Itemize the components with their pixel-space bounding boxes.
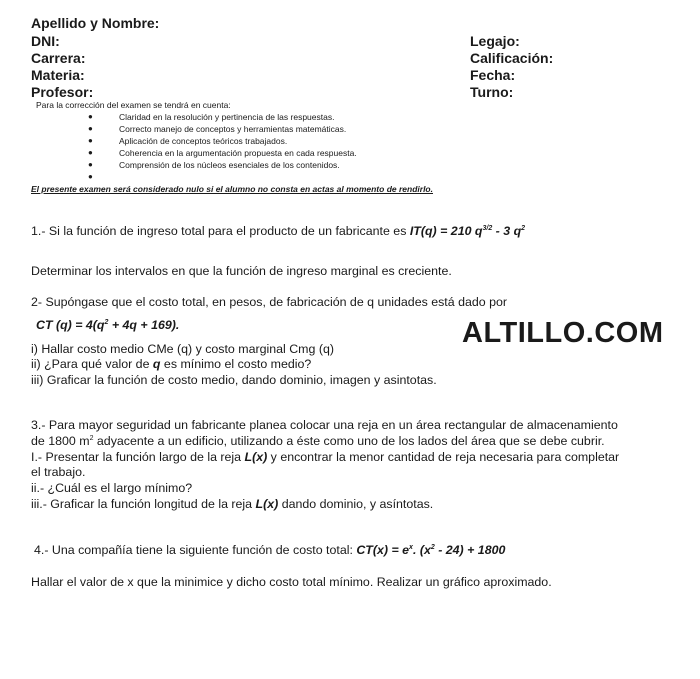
q2-item-iii: iii) Graficar la función de costo medio, dando dominio, imagen y asintotas. xyxy=(31,373,437,387)
q4-instruction: Hallar el valor de x que la minimice y dicho costo total mínimo. Realizar un gráfico aproximado. xyxy=(31,575,552,589)
criteria-item: Aplicación de conceptos teóricos trabajados. xyxy=(119,136,288,146)
watermark-logo: ALTILLO.COM xyxy=(462,317,664,349)
fecha-label: Fecha: xyxy=(470,67,516,83)
criteria-intro: Para la corrección del examen se tendrá en cuenta: xyxy=(36,100,231,110)
bullet-icon: ● xyxy=(88,136,93,145)
question-2: 2- Supóngase que el costo total, en pesos, de fabricación de q unidades está dado por xyxy=(31,295,507,309)
q2-equation: CT $(q) = 4(q^2 + 4q + 169)$. xyxy=(36,318,180,332)
bullet-icon: ● xyxy=(88,112,93,121)
question-3-line2: de 1800 $m^2$ adyacente a un edificio, utilizando a éste como uno de los lados del área que se debe cubrir. xyxy=(31,434,605,448)
bullet-icon: ● xyxy=(88,160,93,169)
criteria-item: Claridad en la resolución y pertinencia de las respuestas. xyxy=(119,112,335,122)
question-4: 4.- Una compañía tiene la siguiente función de costo total: $CT(x) = e^x$. $(x^2 - 24) + 1800$ xyxy=(34,543,506,557)
q4-equation: $CT(x) = e^x$. $(x^2 - 24) + 1800$ xyxy=(356,543,506,557)
q1-text: 1.- Si la función de ingreso total para el producto de un fabricante es xyxy=(31,224,410,238)
dni-label: DNI: xyxy=(31,33,60,49)
bullet-icon: ● xyxy=(88,124,93,133)
q3-item-i-cont: el trabajo. xyxy=(31,465,86,479)
question-1 xyxy=(31,224,525,238)
q2-item-i: i) Hallar costo medio CMe (q) y costo marginal Cmg (q) xyxy=(31,342,334,356)
q3-item-iii: iii.- Graficar la función longitud de la reja L(x) dando dominio, y asíntotas. xyxy=(31,497,434,511)
criteria-item: Coherencia en la argumentación propuesta en cada respuesta. xyxy=(119,148,357,158)
criteria-item: Correcto manejo de conceptos y herramientas matemáticas. xyxy=(119,124,347,134)
materia-label: Materia: xyxy=(31,67,85,83)
bullet-icon: ● xyxy=(88,148,93,157)
bullet-icon: ● xyxy=(88,172,93,181)
apellido-label: Apellido y Nombre: xyxy=(31,15,160,31)
question-3-line1: 3.- Para mayor seguridad un fabricante planea colocar una reja en un área rectangular de almacenamiento xyxy=(31,418,618,432)
legajo-label: Legajo: xyxy=(470,33,520,49)
q3-item-ii: ii.- ¿Cuál es el largo mínimo? xyxy=(31,481,193,495)
calificacion-label: Calificación: xyxy=(470,50,554,66)
q1-instruction: Determinar los intervalos en que la función de ingreso marginal es creciente. xyxy=(31,264,452,278)
q1-equation: IT(q) = 210 $q^{3/2} - 3$ $q^2$ xyxy=(409,224,526,238)
carrera-label: Carrera: xyxy=(31,50,86,66)
q3-item-i: I.- Presentar la función largo de la reja L(x) y encontrar la menor cantidad de reja necesaria para completar xyxy=(31,450,620,464)
nullity-warning: El presente examen será considerado nulo si el alumno no consta en actas al momento de rendirlo. xyxy=(31,184,433,194)
q2-item-ii: ii) ¿Para qué valor de q es mínimo el costo medio? xyxy=(31,357,312,371)
turno-label: Turno: xyxy=(470,84,514,100)
criteria-item: Comprensión de los núcleos esenciales de los contenidos. xyxy=(119,160,340,170)
profesor-label: Profesor: xyxy=(31,84,94,100)
